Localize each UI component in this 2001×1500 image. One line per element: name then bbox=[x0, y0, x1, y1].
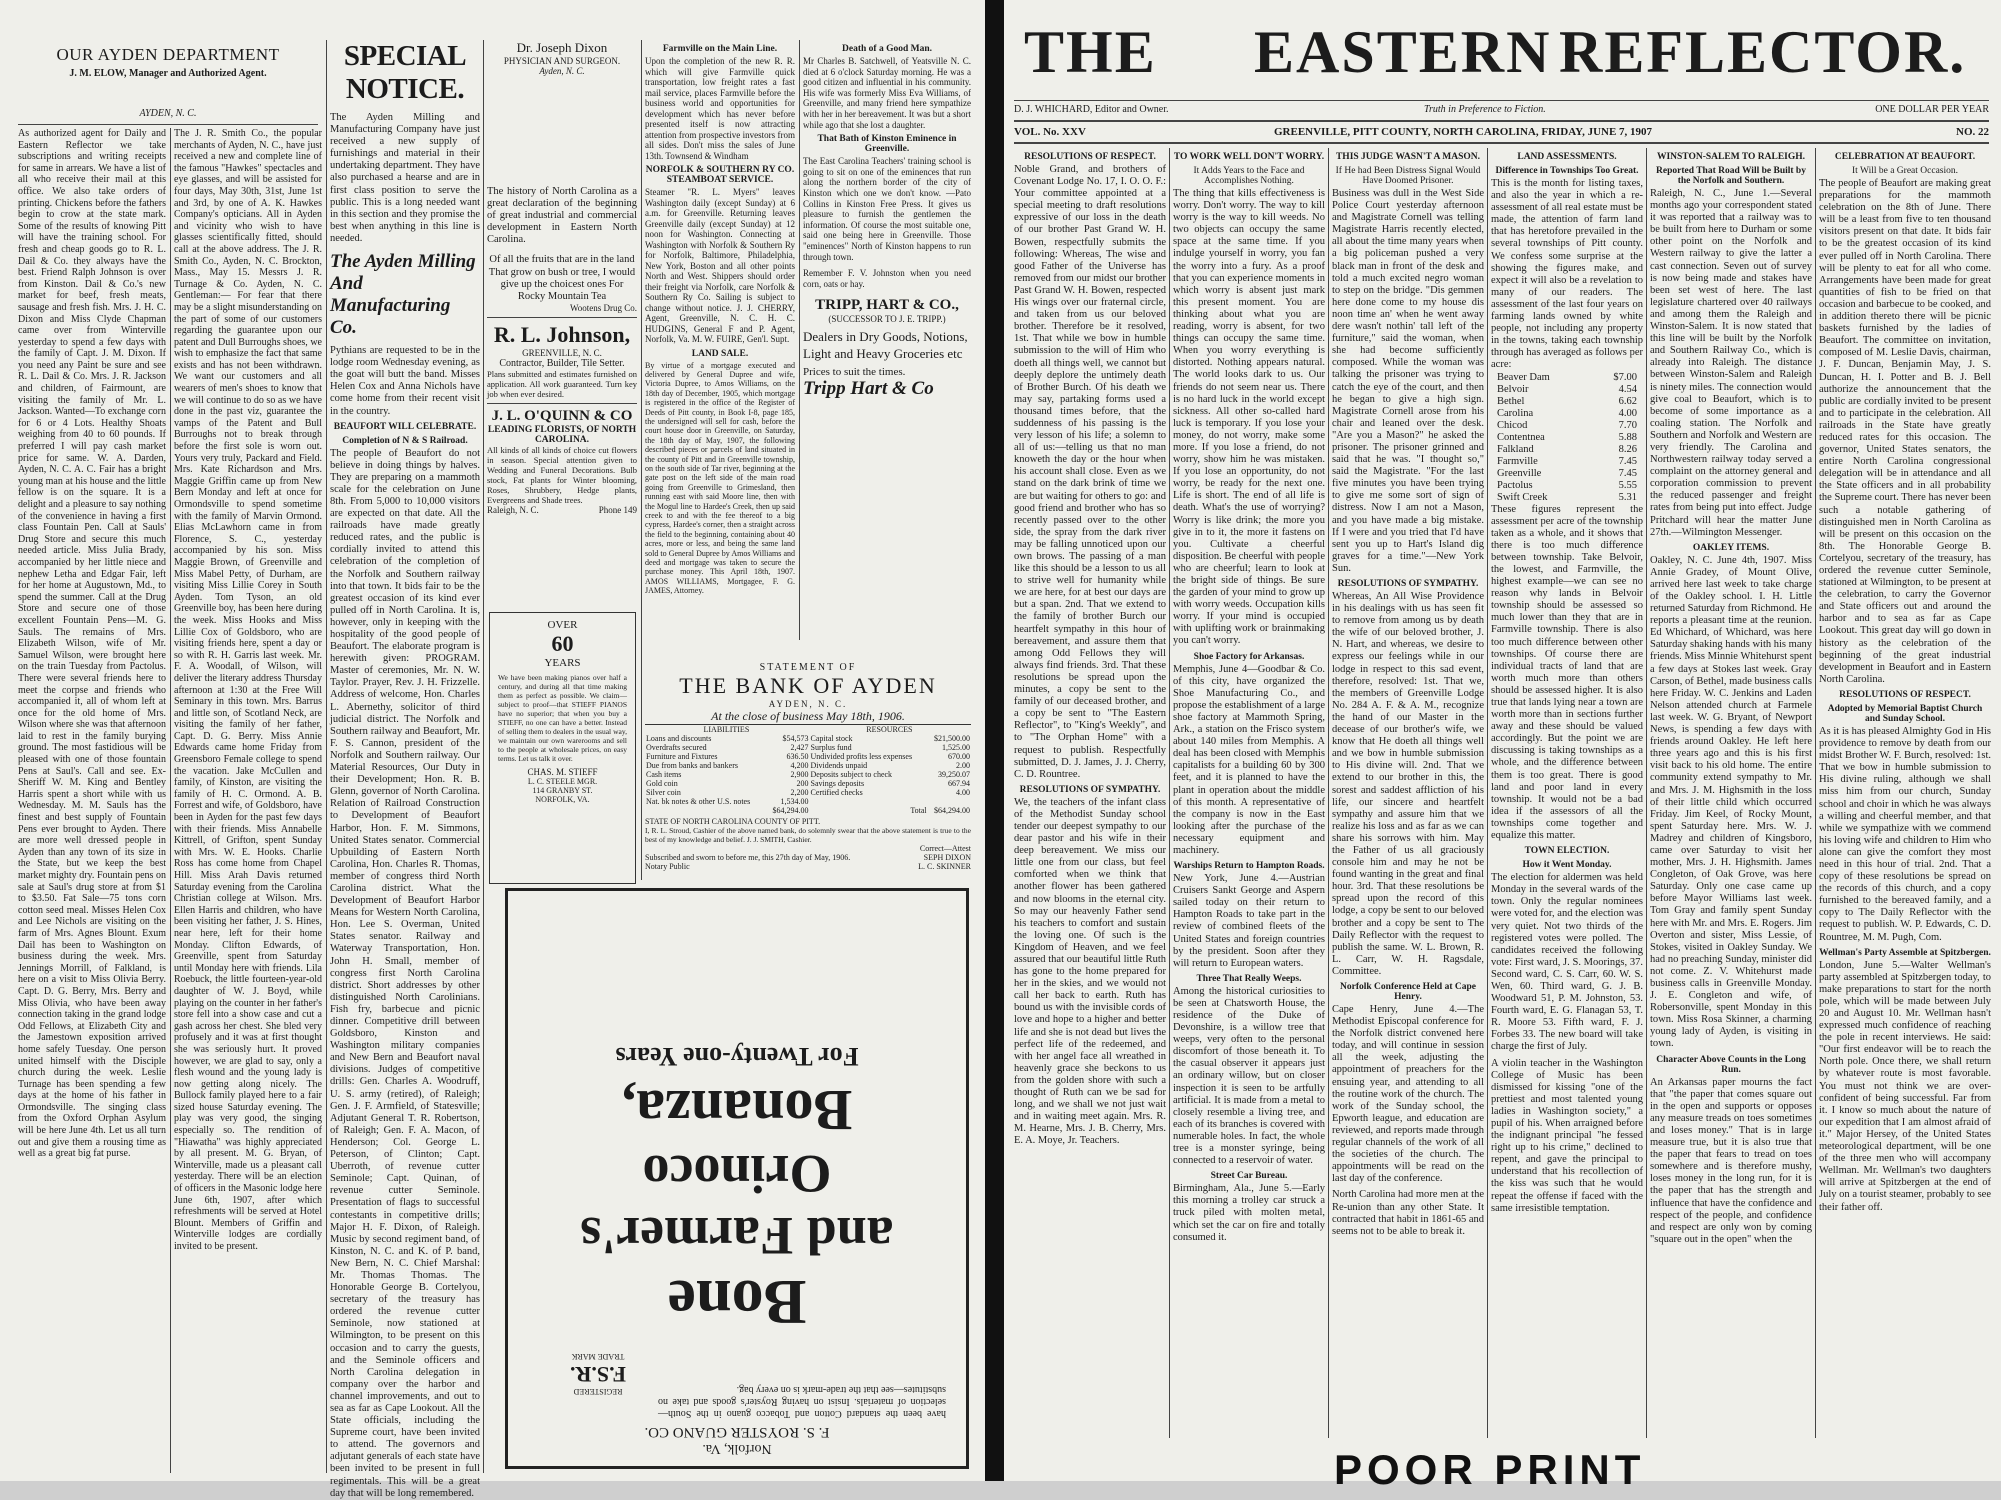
ayden-manager: J. M. ELOW, Manager and Authorized Agent. bbox=[69, 68, 267, 79]
johnson-text: Plans submitted and estimates furnished on application. All work guaranteed. Turn key job when ever desired. bbox=[487, 368, 637, 399]
tripp-head: TRIPP, HART & CO., bbox=[815, 297, 959, 314]
ayden-column-1-text: As authorized agent for Daily and Eastern Reflector we take subscriptions and writing receipts for same in arrears. We have a list of all who receive their mail at this office. We also take orders of printing. Chickens before the fathers begin to crow at the state mark. Some of the results of knowing Pitt will have the training school. For fresh and cheap goods go to R. L. Dail & Co. they always have the best. Friend Ralph Johnson is over from Kinston. Dail & Co.'s new market for beef, fresh meats, sausage and fresh fish. Mrs. J. H. C. Dixon and Miss Clyde Chapman came over from Winterville yesterday to spend a few days with the family of Capt. J. M. Dixon. If you need any Paint be sure and see R. L. Dail & Co. Mrs. J. R. Jackson and children, of Fairmount, are visiting the family of Mr. L. Jackson. Wanted—To exchange corn for 6 or 4 Lots. Healthy Shoats weighing from 40 to 60 pounds. If preferred I will pay cash market price for same. W. A. Darden, Ayden, N. C. A. C. Fair has a bright young man at his house and the little fellow is on the square. It is a delight and a pleasure to say nothing of the convenience in having a first class Fountain Pen. Call at Sauls' Drug Store and secure this much needed article. Miss Julia Brady, accompanied by her little niece and nephew Letha and Edgar Fair, left for her home at Augustown, Md., to spend the summer. Call at the Drug Store and secure one of those excellent Fountain Pens—M. G. Sauls. The remains of Mrs. Elizabeth Wilson, wife of Mr. Samuel Wilson, were brought here on the train Tuesday from Pactolus. There were several friends here to meet the corpse and friends who accompanied it, all of whom left at once for the old home of Mrs. Wilson where she was that afternoon laid to rest in the family burying ground. The most fastidious will be pleased with one of those fountain Pens at Saul's. Call and see. Ex-Sheriff W. M. King and Bentley Harris spent a short while with us Wednesday. M. M. Sauls has the finest and best supply of Fountain Pens ever brought to Ayden. There are more well dressed people in Ayden than any town of its size in the State, but we keep the best market mighty dry. Fountain pens on sale at Saul's drug store at from $1 to $3.50. Fat Sale—75 tons corn cotton seed meal. Misses Helen Cox and Lee Nichols are visiting on the farm of Mrs. Agnes Blount. Exum Dail has been to Washington on business during the week. Mrs. Jennings Morrill, of Falkland, is here on a visit to Miss Olivia Berry. Capt. D. G. Berry, Mrs. Berry and Miss Olivia, who have been away connection taking in the grand lodge Odd Fellows, at Elizabeth City and the Jamestown exposition arrived home safely Tuesday. One person united himself with the Disciple church during the week. Leslie Turnage has been spending a few days at the home of his father in Ormondsville. The singing class from the Oxford Orphan Asylum will be here June 4th. Let us all turn out and give them a rousing time as well as a great big fat purse. bbox=[18, 128, 166, 1160]
bank-notary: Notary Public bbox=[645, 862, 690, 871]
weeps-text: Among the historical curiosities to be seen at Chatsworth House, the residence of the Duke of Devonshire, is a willow tree that weeps, very often to the personal discomfort of those beneath it. To the casual observer it appears just an ordinary willow, but on closer inspection it is seen to be artfully artificial. It is made from a metal to closely resemble a living tree, and each of its branches is covered with numerable holes. In fact, the whole tree is a monster syringe, being connected to a reservoir of water. bbox=[1173, 985, 1325, 1167]
poor-print-banner bbox=[1004, 1440, 2001, 1493]
poem-sign: Wootens Drug Co. bbox=[569, 302, 637, 313]
bank-cell: Overdrafts secured bbox=[646, 743, 707, 752]
character-head: Character Above Counts in the Long Run. bbox=[1656, 1054, 1806, 1075]
township-value: $7.00 bbox=[1613, 371, 1637, 383]
bank-cell: 636.50 bbox=[786, 752, 809, 761]
bank-row bbox=[645, 761, 971, 770]
tripp-sign: Tripp Hart & Co bbox=[803, 378, 934, 400]
ayden-column-2 bbox=[174, 128, 322, 1473]
volume-number: VOL. No. XXV bbox=[1014, 126, 1086, 138]
ayden-milling-company: The Ayden Milling And Manufacturing Co. bbox=[330, 251, 476, 339]
bank-total-row bbox=[645, 806, 971, 815]
township-row bbox=[1491, 468, 1643, 480]
stieff-sign-2: L. C. STEELE MGR. bbox=[527, 777, 598, 786]
stieff-years: YEARS bbox=[544, 657, 581, 669]
oquinn-place: Raleigh, N. C. bbox=[487, 504, 539, 515]
bank-cell: Silver coin bbox=[646, 788, 681, 797]
conference-head: Norfolk Conference Held at Cape Henry. bbox=[1340, 982, 1476, 1002]
tripp-text: Dealers in Dry Goods, Notions, Light and Heavy Groceries etc bbox=[803, 329, 968, 362]
bone-ad-company-place: Norfolk, Va. bbox=[702, 1441, 772, 1456]
column-rule bbox=[170, 128, 171, 1473]
bank-oath: I, R. L. Stroud, Cashier of the above named bank, do solemnly swear that the above statement is true to the best of my knowledge and belief. J. J. SMITH, Cashier. bbox=[645, 826, 971, 844]
bank-table bbox=[645, 734, 971, 815]
column-rule bbox=[799, 40, 800, 640]
township-value: 5.31 bbox=[1618, 491, 1637, 503]
bone-ad-registered: REGISTERED bbox=[573, 1387, 623, 1396]
bank-sign-2: L. C. SKINNER bbox=[918, 862, 971, 871]
page-gutter bbox=[985, 0, 1004, 1481]
bone-ad-mark: F.S.R. bbox=[569, 1362, 627, 1387]
township-value: 5.88 bbox=[1618, 431, 1637, 443]
bank-cell bbox=[810, 797, 928, 806]
place-date: GREENVILLE, PITT COUNTY, NORTH CAROLINA, FRIDAY, JUNE 7, 1907 bbox=[1274, 126, 1653, 138]
railway-head: WINSTON-SALEM TO RALEIGH. bbox=[1656, 152, 1806, 162]
judge-sub: If He had Been Distress Signal Would Have Doomed Prisoner. bbox=[1335, 166, 1481, 186]
history-paragraph: The history of North Carolina as a great declaration of the beginning of great industrial and commercial development in Eastern North Carolina. bbox=[487, 186, 637, 246]
bank-cell: 670.00 bbox=[948, 752, 970, 761]
bank-cell: Capital stock bbox=[810, 734, 853, 743]
bank-cell: 1,534.00 bbox=[780, 797, 809, 806]
street-car-text: Birmingham, Ala., June 5.—Early this morning a trolley car struck a truck piled with molten metal, which set the car on fire and totally consumed it. bbox=[1173, 1183, 1325, 1243]
bone-ad-farmers: and Farmer's bbox=[580, 1206, 894, 1266]
township-row bbox=[1491, 432, 1643, 444]
left-page bbox=[0, 0, 985, 1499]
bank-row bbox=[645, 797, 971, 806]
township-value: 8.26 bbox=[1618, 443, 1637, 455]
township-value: 4.00 bbox=[1618, 407, 1637, 419]
masthead bbox=[1004, 18, 2001, 98]
ayden-column-2-text: The J. R. Smith Co., the popular merchants of Ayden, N. C., have just received a new and complete line of the famous "Hawkes" spectacles and eye glasses, and will be assisted for four days, May 30th, 31st, June 1st and 3rd, by one of A. K. Hawkes Company's opticians. All in Ayden and vicinity who wish to have glasses scientifically fitted, should call at the above address. The J. R. Smith Co., Ayden, N. C. Brockton, Mass., May 15. Messrs J. R. Turnage & Co. Ayden, N. C. Gentleman:— For fear that there may be a slight misunderstanding on the part of some of our customers regarding the guarantee upon our patent and Dull Burroughs shoes, we wish to emphasize the fact that same exists and has not been withdrawn. We want our customers and all wearers of men's shoes to know that we will continue to do so as we have done in the past viz, guarantee the vamps of the Patent and Bull Burroughs not to break through before the first sole is worn out. Yours very truly, Packard and Field. Mrs. Kate Richardson and Mrs. Maggie Griffin came up from New Bern Monday and left at once for Ormondsville to spend sometime with the family of Marvin Ormond. Elias McLawhorn came in from Florence, S. C., yesterday accompanied by his son. Miss Maggie Brown, of Greenville and Miss Mabel Petty, of Durham, are visiting Miss Lillie Corey in South Ayden. Tom Tyson, an old Greenville boy, has been here during the week. Miss Hooks and Miss Lillie Cox of Goldsboro, who are visiting friends here, spent a day or so with R. H. Garris last week. Mr. F. A. Woodall, of Wilson, will deliver the literary address Thursday afternoon at 1:30 at the Free Will Seminary in this town. Mrs. Barrus and little son, of Scotland Neck, are visiting the family of her father, Capt. D. G. Berry. Miss Annie Edwards came home Friday from Greensboro Female college to spend the vacation. Jake McCullen and family, of Kinston, are visiting the family of H. C. Ormond. A. B. Forrest and wife, of Goldsboro, have been in Ayden for the past few days with their friends. Miss Annabelle Kittrell, of Grifton, spent Sunday with Mrs. W. E. Hooks. Charlie Ross has come home from Chapel Hill. Miss Arah Davis returned Saturday evening from the Carolina Christian college at Wilson. Mrs. Ellen Harris and children, who have been visiting her father, J. S. Hines, near here, left for their home Monday. Clifton Edwards, of Greenville, spent from Saturday until Monday here with friends. Lila Roebuck, the little fourteen-year-old daughter of W. J. Boyd, while playing on the counter in her father's store fell into a show case and cut a gash across her chest. She bled very profusely and it was at first thought she was seriously hurt. It proved however, we are glad to say, only a flesh wound and the young lady is now getting along nicely. The Bullock family played here to a fair sized house Saturday evening. The play was very good, the singing especially so. The rendition of "Hiawatha" was highly appreciated by all present. M. G. Bryan, of Winterville, made us a pleasant call yesterday. There will be an election of officers in the Masonic lodge here June 6th, 1907, after which refreshments will be served at Hotel Blount. Members of Griffin and Winterville lodges are cordially invited to be present. bbox=[174, 128, 322, 1252]
conference-text: Cape Henry, June 4.—The Methodist Episcopal conference for the Norfolk district convened here today, and will continue in session all the week, adjusting the appointment of preachers for the ensuing year, and attending to all the routine work of the church. The work of the Sunday school, the Epworth league, and education are reviewed, and reports made through regular channels of the work of all the societies of the church. The appointments will be read on the last day of the conference. bbox=[1332, 1004, 1484, 1185]
township-name: Farmville bbox=[1497, 455, 1538, 467]
bank-total-right: $64,294.00 bbox=[934, 806, 970, 815]
weeps-head: Three That Really Weeps. bbox=[1196, 973, 1302, 984]
issue-number: NO. 22 bbox=[1956, 126, 1989, 138]
township-value: 6.62 bbox=[1618, 395, 1637, 407]
norfolk-steamboat-head: NORFOLK & SOUTHERN RY CO. STEAMBOAT SERVICE. bbox=[645, 165, 795, 185]
street-car-head: Street Car Bureau. bbox=[1210, 1171, 1288, 1182]
bone-ad-company: F. S. ROYSTER GUANO CO. bbox=[644, 1424, 830, 1440]
bank-place: AYDEN, N. C. bbox=[768, 699, 848, 709]
bank-cell bbox=[928, 797, 971, 806]
bank-cell: $21,500.00 bbox=[934, 734, 970, 743]
mason-resolutions-text: Whereas, An All Wise Providence in his dealings with us has seen fit to remove from among us by death the wife of our beloved brother, J. N. Hart, and whereas, we desire to express our feelings while in our lodge in respect to this sad event, therefore, resolved: 1st. That we, the members of Greenville Lodge No. 284 A. F. & A. M., recognize the hand of our Master in the decease of our brother's wife, we know that He doeth all things well and we bow in humble submission to His divine will. 2nd. That we extend to our brother in this, the sorest and saddest affliction of his life, our sincere and heartfelt sympathy and assure him that we realize his loss and as far as we can share his sorrows with him. May the Father of us all graciously console him and may he not be found wanting in the great and final hour. 3rd. That these resolutions be spread upon the record of this lodge, a copy be sent to our beloved brother and a copy be sent to The Daily Reflector with the request to publish the same. W. L. Brown, R. L. Carr, W. H. Ragsdale, Committee. bbox=[1332, 591, 1484, 977]
resolutions-column bbox=[1014, 148, 1166, 1438]
bone-ad-text: have been the standard Cotton and Tobacco guano in the South—selection of materials. Insist on having Royster's goods and take no substitutes—see that the trade-mark is on every bag. bbox=[658, 1384, 946, 1419]
bone-ad-bone: Bone bbox=[667, 1267, 807, 1338]
township-row bbox=[1491, 384, 1643, 396]
bank-row bbox=[645, 734, 971, 743]
bank-cell: Due from banks and bankers bbox=[646, 761, 738, 770]
bank-cell: Furniture and Fixtures bbox=[646, 752, 718, 761]
violin-teacher-text: A violin teacher in the Washington College of Music has been dismissed for kissing "one of the prettiest and most talented young ladies in Washington society," a pupil of his. When arraigned before the indignant principal "he fessed right up to his crime," declined to repent, and gave the principal to understand that his recollection of the kiss was such that he would repeat the offense if faced with the same irresistible temptation. bbox=[1491, 1057, 1643, 1214]
eminence-head: That Bath of Kinston Eminence in Greenville. bbox=[817, 134, 957, 155]
ayden-rule bbox=[18, 124, 318, 125]
steamboat-column bbox=[645, 40, 795, 660]
bank-cell: Undivided profits less expenses bbox=[810, 752, 913, 761]
stieff-text: We have been making pianos over half a century, and during all that time making them as perfect as possible. We claim—subject to proof—that STIEFF PIANOS have no superior; that when you buy a STIEFF, no one can have a better. Instead of selling them to dealers in the usual way, we maintain our own warerooms and sell to the people at wholesale prices, on easy terms. Let us talk it over. bbox=[498, 673, 627, 763]
shoe-head: Shoe Factory for Arkansas. bbox=[1193, 651, 1305, 662]
railway-sub: Reported That Road Will be Built by the Norfolk and Southern. bbox=[1656, 166, 1806, 186]
township-name: Falkland bbox=[1497, 443, 1534, 455]
land-assessment-sub: Difference in Townships Too Great. bbox=[1495, 166, 1639, 176]
ayden-department-header bbox=[18, 42, 318, 82]
township-name: Swift Creek bbox=[1497, 491, 1548, 503]
bank-cell: 1,525.00 bbox=[942, 743, 970, 752]
tripp-sub: (SUCCESSOR TO J. E. TRIPP.) bbox=[828, 314, 946, 325]
oquinn-phone: Phone 149 bbox=[598, 504, 637, 515]
bank-cell: 2,200 bbox=[790, 788, 809, 797]
bank-cell: $54,573 bbox=[782, 734, 809, 743]
bank-cell: Surplus fund bbox=[810, 743, 852, 752]
wellman-text: London, June 5.—Walter Wellman's party assembled at Spitzbergen today, to make preparations to start for the north pole, which will be made between July 20 and August 10. Mr. Wellman hasn't expressed much confidence of reaching the pole in recent interviews. He said: "Our first endeavor will be to reach the North pole. Once there, we shall return by whatever route is most favorable. You must not think we are over-confident of being successful. Far from it. I know so much about the nature of our expedition that I am almost afraid of it." Major Hersey, of the United States meteorological department, will be one of the three men who will accompany Wellman. Mr. Wellman's two daughters will arrive at Spitzbergen at the end of July on a tourist steamer, probably to see their father off. bbox=[1819, 959, 1991, 1213]
character-text: An Arkansas paper mourns the fact that "the paper that comes square out in the open and supports or opposes any measure treads on toes sometimes and loses money." That is in large measure true, but it is also true that the paper that fears to tread on toes somewhere and is therefore mushy, loses money in the long run, for it is the paper that has the strength and influence that have the confidence and respect of the people, and confidence and respect are only won by coming "square out in the open" when the bbox=[1650, 1076, 1812, 1245]
township-row bbox=[1491, 456, 1643, 468]
right-page bbox=[1004, 0, 2001, 1481]
column-rule bbox=[326, 40, 327, 1473]
township-row bbox=[1491, 444, 1643, 456]
beaufort-subheading: Completion of N & S Railroad. bbox=[342, 435, 468, 446]
farmville-text: Upon the completion of the new R. R. which will give Farmville quick transportation, low freight rates a fast mail service, places Farmville before the business world and opportunities for development which has never before presented itself is now attracting attention from prospective investors from all sides. Don't miss the sales of June 13th. Townsend & Windham bbox=[645, 56, 795, 161]
bank-state-line: STATE OF NORTH CAROLINA COUNTY OF PITT. bbox=[645, 817, 821, 826]
warships-text: New York, June 4.—Austrian Cruisers Sankt George and Aspern sailed today on their return to Hampton Roads to take part in the review of combined fleets of the United States and foreign countries by the president. Soon after they will return to European waters. bbox=[1173, 873, 1325, 969]
bone-ad-trademark: TRADE MARK bbox=[571, 1352, 625, 1361]
ayden-department-title: OUR AYDEN DEPARTMENT bbox=[56, 45, 280, 64]
bank-sign-1: SEPH DIXON bbox=[923, 853, 971, 862]
bank-cell: Certified checks bbox=[810, 788, 863, 797]
land-sale-head: LAND SALE. bbox=[691, 348, 749, 359]
dixon-place: Ayden, N. C. bbox=[539, 66, 585, 76]
column-rule bbox=[641, 40, 642, 880]
town-election-head: TOWN ELECTION. bbox=[1524, 846, 1610, 857]
bank-cell: Loans and discounts bbox=[646, 734, 712, 743]
motto-line: Truth in Preference to Fiction. bbox=[1424, 104, 1546, 115]
johnston-reminder: Remember F. V. Johnston when you need corn, oats or hay. bbox=[803, 268, 971, 289]
price-line: ONE DOLLAR PER YEAR bbox=[1875, 104, 1989, 115]
bank-cell: Savings deposits bbox=[810, 779, 865, 788]
judge-text: Business was dull in the West Side Police Court yesterday afternoon and Magistrate Cornell was telling Magistrate Harris recently elected, all about the time many years when a big policeman pushed a very black man in front of the desk and told a much excited negro woman to step on the bridge. "Dis gemmen here done come to my house dis noon time an' when he went away dere wasn't nothin' tall left of the furniture," said the woman, when she had become sufficiently composed. While the woman was talking the prisoner was trying to catch the eye of the court, and then he began to give a high sign. Magistrate Cornell arose from his chair and leaned over the desk. "Are you a Mason?" he asked the prisoner. The prisoner grinned and said that he was. "I thought so," said the Magistrate. "For the last five minutes you have been trying to give me some sort of sign of distress. Now I am not a Mason, and you have made a big mistake. If I were and you tried that I'd have sent you up to Hart's Island dig graves for a time."—New York Sun. bbox=[1332, 188, 1484, 574]
stieff-sign-1: CHAS. M. STIEFF bbox=[527, 767, 598, 777]
railway-text: Raleigh, N. C., June 1.—Several months ago your correspondent stated it was reported that a railway was to be built from here to Durham or some other point on the Norfolk and Western railway to give the latter a cast connection. Seven out of survey is now being made and stakes have been set west of here. The last legislature chartered over 40 railways and among them the Raleigh and Winston-Salem. It is now stated that this line will be built by the Norfolk and Southern Railway Co., which is already into Raleigh. The distance between Winston-Salem and Raleigh is ninety miles. The connection would give coal to Beaufort, which is to become of some importance as a coaling station. The Norfolk and Southern and Norfolk and Western are very friendly. The Carolina and Northwestern railway today served a complaint on the attorney general and corporation commission to prevent the reduced passenger and freight rates from being put into effect. Judge Pritchard will hear the matter June 27th.—Wilmington Messenger. bbox=[1650, 188, 1812, 538]
masthead-the: THE bbox=[1024, 19, 1157, 85]
land-assessment-column bbox=[1491, 148, 1643, 1438]
baptist-resolutions-sub: Adopted by Memorial Baptist Church and Sunday School. bbox=[1827, 703, 1983, 724]
worry-text: The thing that kills effectiveness is worry. Don't worry. The way to kill worry is the way to kill weeds. No two objects can occupy the same space at the same time. If you indulge yourself in worry, you fan the worry into a fury. As a proof that you can experience moments in which worry is absent just mark this present moment. You are thinking about what you are reading, worry is absent, for two things can occupy the same time. When you worry everything is distorted. Nothing appears natural. The world looks dark to us. Our friends do not seem near us. There is no hard luck in the world except sickness. All other so-called hard luck is temporary. If you lose your money, do not worry, make some more. If you lose a friend, do not worry, show him he was mistaken. If you lose an opportunity, do not worry, be ready for the next one. Life is short. The end of all life is death. What's the use of worrying? Worry is like drink; the more you give in to it, the more it fastens on you. Cultivate a cheerful disposition. Be cheerful with people who are cheerful; learn to look at the bright side of things. Be sure the garden of your mind to grow up with worry weeds. Occupation kills worry. If your mind is occupied with uplifting work or brainmaking you can't worry. bbox=[1173, 188, 1325, 647]
special-notice-column bbox=[330, 40, 480, 1499]
bank-subscribed: Subscribed and sworn to before me, this 27th day of May, 1906. bbox=[645, 853, 851, 862]
township-name: Chicod bbox=[1497, 419, 1528, 431]
oquinn-name: J. L. O'QUINN & CO bbox=[491, 407, 633, 424]
royster-guano-ad bbox=[505, 888, 969, 1469]
beaufort-text: The people of Beaufort do not believe in doing things by halves. They are preparing on a mammoth scale for the celebration on June 8th. From 5,000 to 10,000 visitors are expected on that date. All the railroads have made greatly reduced rates, and the public is cordially invited to attend this celebration of the completion of the Norfolk and Southern railway into that town. It bids fair to be the greatest occasion of its kind ever pulled off in North Carolina. It is, however, only in keeping with the hospitality of the good people of Beaufort. The elaborate program is herewith given: PROGRAM. Master of ceremonies, Mr. N. W. Taylor. Prayer, Rev. J. H. Frizzelle. Address of welcome, Hon. Charles L. Abernethy, solicitor of third judicial district. The Norfolk and Southern railway and Beaufort, Mr. F. S. Cannon, president of the Norfolk and Southern railway. Our Material Resources, Our Duty in their Development; Hon. R. B. Glenn, governor of North Carolina. Relation of Railroad Construction to Development of Beaufort Harbor, Hon. F. M. Simmons, United States senator. Commercial Upbuilding of Eastern North Carolina, Hon. Charles R. Thomas, member of congress third North Carolina district. What the Development of Beaufort Harbor Means for Western North Carolina, Hon. Lee S. Overman, United States senator. Railway and Waterway Transportation, Hon. John H. Small, member of congress first North Carolina district. Short addresses by other distinguished North Carolinians. Fish fry, barbecue and picnic dinner. Competitive drill between Goldsboro, Kinston and Washington military companies and New Bern and Beaufort naval divisions. Judges of competitive drills: Gen. Charles A. Woodruff, U. S. army (retired), of Raleigh; Gen. J. F. Armfield, of Statesville; Adjutant General T. R. Robertson, of Raleigh; Gen. F. A. Macon, of Henderson; Col. George L. Peterson, of Clinton; Capt. Uberroth, of revenue cutter Seminole; Capt. Quinan, of revenue cutter Seminole. Presentation of flags to successful contestants in competitive drills; Major H. F. Dixon, of Raleigh. Music by second regiment band, of Kinston, N. C. and K. of P. band, New Bern, N. C. Chief Marshal: Mr. Thomas Thomas. The Honorable George B. Cortelyou, secretary of the treasury has ordered the revenue cutter Seminole, now stationed at Wilmington, to be present on this occasion and to carry the guests, and the Seminole officers and North Carolina delegation in company over the harbor and channel improvements, and out to sea as far as Cape Lookout. All the State officials, including the Supreme court, have been invited to attend. The governors and adjutant generals of each state have been invited to be present in full regimentals. This will be a great day that will be long remembered. bbox=[330, 447, 480, 1499]
stieff-over: OVER bbox=[547, 619, 578, 631]
masthead-reflector: REFLECTOR. bbox=[1559, 19, 1967, 85]
bank-cell: Nat. bk notes & other U.S. notes bbox=[646, 797, 751, 806]
bank-statement-of: STATEMENT OF bbox=[759, 662, 857, 673]
bank-row bbox=[645, 752, 971, 761]
town-election-sub: How it Went Monday. bbox=[1522, 860, 1612, 871]
warships-head: Warships Return to Hampton Roads. bbox=[1173, 861, 1325, 872]
land-assessment-text: This is the month for listing taxes, and also the year in which a re-assessment of all real estate must be made, the attention of farm land that has heretofore prevailed in the several townships of Pitt county. We confess some surprise at the showing the figures make, and expect it will also be a revelation to many of our readers. The assessment of the last four years on farming lands owned by white people, not including any property in the towns, taking each township through has averaged as follows per acre: bbox=[1491, 178, 1643, 371]
bank-cell: 2,427 bbox=[790, 743, 809, 752]
bank-row bbox=[645, 779, 971, 788]
bank-cell: 4,200 bbox=[790, 761, 809, 770]
johnson-place: GREENVILLE, N. C. bbox=[522, 347, 602, 358]
pythians-text: Pythians are requested to be in the lodge room Wednesday evening, as the goat will butt the band. Misses Helen Cox and Anna Nichols have come home from their recent visit in the country. bbox=[330, 345, 480, 417]
resolutions-respect-head: RESOLUTIONS OF RESPECT. bbox=[1024, 152, 1156, 162]
township-name: Pactolus bbox=[1497, 479, 1533, 491]
bank-liabilities-head: LIABILITIES bbox=[703, 725, 750, 734]
land-assessment-head: LAND ASSESSMENTS. bbox=[1517, 152, 1617, 162]
township-name: Beaver Dam bbox=[1497, 371, 1550, 383]
death-head: Death of a Good Man. bbox=[842, 44, 932, 54]
bank-correct: Correct—Attest bbox=[919, 844, 971, 853]
bank-row bbox=[645, 770, 971, 779]
township-value: 7.45 bbox=[1618, 455, 1637, 467]
township-row bbox=[1491, 396, 1643, 408]
bank-name: THE BANK OF AYDEN bbox=[679, 673, 937, 698]
stieff-60: 60 bbox=[551, 631, 574, 656]
celebration-column bbox=[1819, 148, 1991, 1438]
baptist-resolutions-head: RESOLUTIONS OF RESPECT. bbox=[1839, 689, 1971, 700]
township-value: 7.45 bbox=[1618, 467, 1637, 479]
johnson-trade: Contractor, Builder, Tile Setter. bbox=[499, 357, 625, 369]
wellman-head: Wellman's Party Assemble at Spitzbergen. bbox=[1819, 947, 1991, 958]
bank-resources-head: RESOURCES bbox=[866, 725, 913, 734]
bank-statement bbox=[645, 662, 971, 877]
bone-ad-orinoco: Orinoco bbox=[642, 1144, 832, 1204]
poor-print-label: POOR PRINT bbox=[1334, 1446, 1646, 1493]
oakley-head: OAKLEY ITEMS. bbox=[1692, 542, 1770, 553]
town-election-text: The election for aldermen was held Monday in the several wards of the town. Only the regular nominees were voted for, and the election was very quiet. Not two thirds of the registered votes were polled. The candidates received the following vote: First ward, J. S. Moorings, 37. Second ward, C. S. Carr, 60. W. S. Wen, 60. Third ward, G. J. B. Woodward 51, P. M. Johnston, 53. Fourth ward, E. G. Flanagan 53, T. R. Moore 53. Fifth ward, F. J. Forbes 33. The new board will take charge the first of July. bbox=[1491, 872, 1643, 1053]
bone-ad-years: For Twenty-one Years bbox=[615, 1042, 859, 1071]
death-text: Mr Charles B. Satchwell, of Yeatsville N. C. died at 6 o'clock Saturday morning. He was a good citizen and influential in his community. His wife was formerly Miss Eva Williams, of Greenville, and many friend here sympathize with her in her bereavement. It was but a short while ago that she lost a daughter. bbox=[803, 56, 971, 130]
column-rule bbox=[483, 40, 484, 1473]
bank-cell: Deposits subject to check bbox=[810, 770, 893, 779]
township-row bbox=[1491, 492, 1643, 504]
bone-ad-bonanza: Bonanza, bbox=[621, 1078, 853, 1143]
celebration-sub: It Will be a Great Occasion. bbox=[1851, 166, 1958, 176]
norfolk-steamboat-text: Steamer "R. L. Myers" leaves Washington daily (except Sunday) at 6 a.m. for Greenville. Returning leaves Greenville daily (except Sunday) at 12 noon for Washington. Connecting at Washington with Norfolk & Southern Ry for Norfolk, Baltimore, Philadelphia, New York, Boston and all other points North and West. Shippers should order their freight via Norfolk, care Norfolk & Southern Ry Co. Sailing is subject to change without notice. J. J. CHERRY, Agent, Greenville, N. C. H. C. HUDGINS, General F and P. Agent, Norfolk, Va. M. W. FUIRE, Gen'l. Supt. bbox=[645, 187, 795, 344]
stieff-piano-ad bbox=[489, 612, 636, 884]
masthead-eastern: EASTERN bbox=[1254, 19, 1552, 85]
celebration-text: The people of Beaufort are making great preparations for the mammoth celebration on the 8th of June. There will be a least from five to ten thousand visitors present on that date. It bids fair to be the greatest occasion of its kind ever pulled off in North Carolina. There will be plenty to eat for all who come. Arrangements have been made for great quantities of fish to be fried on that occasion and barbecue to be cooked, and in addition thereto there will be picnic baskets furnished by the ladies of Beaufort. The committee on invitation, composed of M. Leslie Davis, chairman, J. F. Duncan, Benjamin May, J. S. Duncan, H. I. Potter and B. J. Bell authorize the announcement that the public are cordially invited to be present and to participate in the celebration. All railroads in the State have greatly reduced rates for this occasion. The governor, United States senators, the entire North Carolina congressional delegation will be in attendance and all the State officers and in all probability the Supreme court. There has never been such a notable gathering of distinguished men in North Carolina as will be present on this occasion on the 8th. The Honorable George B. Cortelyou, secretary of the treasury, has ordered the revenue cutter Seminole, stationed at Wilmington, to be present at the celebration, to carry the Governor and State officers out and around the harbor and to sea as far as Cape Lookout. This great day will go down in history as the celebration of the beginning of the great industrial development in Beaufort and in Eastern North Carolina. bbox=[1819, 178, 1991, 685]
oquinn-text: All kinds of all kinds of choice cut flowers in season. Special attention given to Wedding and Funeral Decorations. Bulb stock, Fat plants for Winter blooming, Roses, Shrubbery, Hedge plants, Evergreens and Shade trees. bbox=[487, 444, 637, 505]
farmville-head: Farmville on the Main Line. bbox=[662, 44, 778, 54]
bank-total-label: Total bbox=[910, 806, 927, 815]
dixon-sub: PHYSICIAN AND SURGEON. bbox=[503, 56, 621, 66]
railway-column bbox=[1650, 148, 1812, 1438]
editor-line: D. J. WHICHARD, Editor and Owner. bbox=[1014, 104, 1169, 115]
eminence-text: The East Carolina Teachers' training school is going to sit on one of the eminences that run along the northern border of the city of Kinston which one we don't know. —Pato Collins in Kinston Free Press. It gives us pleasure to furnish the gentlemen the information. Of course the most suitable one, said one being here in Greenville. Those "eminences" North of Kinston happens to run through town. bbox=[803, 156, 971, 262]
bank-cell: 4.00 bbox=[956, 788, 970, 797]
johnson-name: R. L. Johnson, bbox=[493, 321, 631, 347]
judge-column bbox=[1332, 148, 1484, 1438]
dixon-title: Dr. Joseph Dixon bbox=[516, 40, 608, 55]
bank-cell: 667.94 bbox=[948, 779, 970, 788]
bank-cell: Cash items bbox=[646, 770, 682, 779]
oquinn-sub: LEADING FLORISTS, OF NORTH CAROLINA. bbox=[487, 424, 637, 445]
township-value: 7.70 bbox=[1618, 419, 1637, 431]
land-sale-text: By virtue of a mortgage executed and delivered by General Dupree and wife, Victoria Dupree, to Amos Williams, on the 18th day of December, 1905, which mortgage is registered in the office of the Register of Deeds of Pitt county, in Book I-8, page 185, the undersigned will sell for cash, before the court house door in Greenville, on Saturday, the 18th day of May, 1907, the following described pieces or parcels of land situated in the county of Pitt and in Greenville township, on the south side of Tar river, beginning at the gate post on the left side of the main road going from Greenville to Grimesland, then running east with said Moore line, then with the Mogul line to Hardee's Creek, then up said creek to and with the fee thereof to a big cypress, Hardee's corner, then a straight across the field to the beginning, containing about 40 acres, more or less, and being the same land sold to General Dupree by Amos Williams and deed and mortgage was taken to secure the purchase money. This April 18th, 1907. AMOS WILLIAMS, Mortgagee, F. G. JAMES, Attorney. bbox=[645, 360, 795, 596]
ayden-dateline: AYDEN, N. C. bbox=[139, 108, 197, 119]
township-name: Belvoir bbox=[1497, 383, 1529, 395]
bank-row bbox=[645, 743, 971, 752]
bank-cell: 2,900 bbox=[790, 770, 809, 779]
special-notice-title: SPECIAL NOTICE. bbox=[343, 40, 467, 105]
worry-column bbox=[1173, 148, 1325, 1438]
resolutions-sympathy-text: We, the teachers of the infant class of the Methodist Sunday school tender our deepest sympathy to our dear pastor and his wife in their deep bereavement. We miss our little one from our class, but feel comforted when we think that another flower has been gathered and now blooms in the eternal city. So may our heavenly Father send his teachers to comfort and sustain the loving one. Of such is the Kingdom of Heaven, and we feel assured that our beautiful little Ruth has gone to the home prepared for her in the skies, and we would not call her back to earth. Ruth has bound us with the invisible cords of love and hope to a higher and better life and she is not dead but lives the perfect life of the redeemed, and with her angel face all wreathed in heavenly grace she beckons to us from the golden shore with such a thought of Ruth can we be sad for long, and we shall we not just wait and in waiting meet again. Mrs. R. M. Hearne, Mrs. J. B. Cherry, Mrs. E. A. Moye, Jr. Teachers. bbox=[1014, 796, 1166, 1147]
worry-head: TO WORK WELL DON'T WORRY. bbox=[1173, 152, 1325, 162]
bank-cell: 2.00 bbox=[956, 761, 970, 770]
worry-sub: It Adds Years to the Face and Accomplishes Nothing. bbox=[1193, 166, 1305, 186]
resolutions-respect-text: Noble Grand, and brothers of Covenant Lodge No. 17, I. O. O. F.: Your committee appointed at a special meeting to draft resolutions expressive of our loss in the death of our brother Past Grand W. H. Bowen, respectfully submits the following: Whereas, The wise and good Father of the Universe has removed from our midst our brother Past Grand W. H. Bowen, respected His wings over our fraternal circle, and taken from us our beloved brother. Therefore be it resolved, 1st. That while we bow in humble submission to the will of Him who doeth all things well, we cannot but deeply deplore the untimely death of Brother Burch. Of his death we may say, partaking forms used a thousand times before, that the suddenness of his passing is the very lesson of his life; a solemn to all of us:—telling us that no man knoweth the day or the hour when his account shall close. Even as we stand on the dark brink of time we are but waiting for others to go: and good friend and brother who has so recently passed over to the other side, the spray from the dark river may be falling unnoticed upon our own brows. The passing of a man like this should be a lesson to us all to strive well for humanity while we are here, for at best our days are but a span. 2nd. That we extend to the family of brother Burch our heartfelt sympathy in this hour of bereavement, and assure them that among Odd Fellows they will always find friends. 3rd. That these resolutions be spread upon the minutes, a copy be sent to the family of our deceased brother, and a copy be sent to "The Eastern Reflector", to "King's Weekly", and to "The Orphan Home" with a request to publish. Respectfully submitted, D. J. James, J. J. Cherry, C. D. Rountree. bbox=[1014, 164, 1166, 780]
farmville-column bbox=[803, 40, 971, 660]
land-assessment-text-2: These figures represent the assessment per acre of the township taken as a whole, and it shows that there is too much difference between township. Take Belvoir, the lowest, and Farmville, the highest example—we can see no reason why lands in Belvoir township should be assessed so much lower than they that are in Farmville township. There is also too much difference between other townships. Of course there are individual tracts of land that are worth much more than others should be assessed higher. It is also true that lands lying near a town are worth more than in sections further away and these should be valued accordingly. But the point we are discussing is taking townships as a whole, and the difference between them is too great. There is good land and poor land in every township. It would not be a bad idea if the assessors of all the townships come together and equalize this matter. bbox=[1491, 503, 1643, 842]
township-name: Contentnea bbox=[1497, 431, 1545, 443]
township-row bbox=[1491, 372, 1643, 384]
stieff-sign-3: 114 GRANBY ST. bbox=[532, 786, 593, 795]
mason-resolutions-head: RESOLUTIONS OF SYMPATHY. bbox=[1337, 579, 1479, 589]
tripp-prices: Prices to suit the times. bbox=[803, 366, 906, 379]
township-name: Carolina bbox=[1497, 407, 1534, 419]
bank-cell: 39,250.07 bbox=[938, 770, 970, 779]
oakley-text: Oakley, N. C. June 4th, 1907. Miss Annie Gradey, of Mount Olive, arrived here last week to take charge of the Oakley school. I. H. Little returned Saturday from Richmond. He reports a pleasant time at the reunion. Ed Whichard, of Whichard, was here Saturday shaking hands with his many friends. Miss Minnie Whitehurst spent a few days at Stokes last week. Gray Carson, of Bethel, made business calls here Friday. W. C. Jenkins and Laden Nelson attended church at Farmele last week. W. G. Bryant, of Newport News, is spending a few days with friends around Oakley. He left here three years ago and this is his first visit back to his old home. The entire community extend sympathy to Mr. and Mrs. J. M. Highsmith in the loss of their little child which occurred Friday. Jim Keel, of Rocky Mount, spent Saturday here. Mrs. W. J. Madrey and children of Kingsboro, came over Saturday to visit her mother, Mrs. J. H. Highsmith. James Congleton, of Oak Grove, was here Saturday. Only one case came up before Mayor Williams last week. Tom Gray and family spent Sunday here with Mr. and Mrs. E. Rogers. Jim Overton and sister, Miss Lessie, of Stokes, visited in Oakley Sunday. We had no preaching Sunday, minister did not come. Z. V. Whitehurst made business calls in Greenville Monday. J. E. Congleton and wife, of Robersonville, spent Monday in this town. Miss Rosa Skinner, a charming young lady of Ayden, is visiting in town. bbox=[1650, 554, 1812, 1050]
shoe-text: Memphis, June 4—Goodbar & Co. of this city, have organized the Shoe Manufacturing Co., and propose the establishment of a large shoe factory at Mammoth Spring, Ark., a station on the Frisco system about 140 miles from Memphis. A deal has been closed with Memphis capitalists for a building 60 by 300 feet, and it is planned to have the plant in operation about the middle of this month. A representative of the company is now in the East looking after the purchase of the necessary equipment and machinery. bbox=[1173, 663, 1325, 856]
township-name: Bethel bbox=[1497, 395, 1525, 407]
bank-row bbox=[645, 788, 971, 797]
township-name: Greenville bbox=[1497, 467, 1542, 479]
bank-date: At the close of business May 18th, 1906. bbox=[645, 709, 971, 725]
township-value: 5.55 bbox=[1618, 479, 1637, 491]
township-row bbox=[1491, 408, 1643, 420]
bank-total-left: $64,294.00 bbox=[772, 806, 809, 815]
celebration-head: CELEBRATION AT BEAUFORT. bbox=[1834, 152, 1976, 162]
stieff-sign-4: NORFOLK, VA. bbox=[535, 795, 590, 804]
resolutions-sympathy-head: RESOLUTIONS OF SYMPATHY. bbox=[1019, 784, 1161, 795]
ayden-column-1 bbox=[18, 128, 166, 1473]
township-row bbox=[1491, 480, 1643, 492]
bank-cell: 200 bbox=[796, 779, 809, 788]
township-list bbox=[1491, 372, 1643, 504]
beaufort-heading: BEAUFORT WILL CELEBRATE. bbox=[333, 421, 477, 432]
special-notice-intro: The Ayden Milling and Manufacturing Company have just received a new supply of furnishings and material in their undertaking department. They have also purchased a hearse and are in first class position to serve the public. This is a long needed want in this section and they promise the best when anything in this line is needed. bbox=[330, 112, 480, 244]
township-row bbox=[1491, 420, 1643, 432]
judge-head: THIS JUDGE WASN'T A MASON. bbox=[1335, 152, 1481, 162]
township-value: 4.54 bbox=[1618, 383, 1637, 395]
bank-cell: Dividends unpaid bbox=[810, 761, 868, 770]
north-carolina-text: North Carolina had more men at the Re-union than any other State. It contracted that habit in 1861-65 and seems not to be able to break it. bbox=[1332, 1189, 1484, 1237]
bank-cell: Gold coin bbox=[646, 779, 678, 788]
baptist-resolutions-text: As it is has pleased Almighty God in His providence to remove by death from our midst Brother W. F. Burch, resolved: 1st. That we bow in humble submission to His divine ruling, although we shall miss him from our church, Sunday school and choir in which he was always a willing and cheerful member, and that while we sympathize with we commend his loving wife and children to Him who alone can give the comfort they most need in this hour of trial. 2nd. That a copy of these resolutions be spread on the records of this church, and a copy furnished to the bereaved family, and a copy to The Daily Reflector with the request to publish. W. P. Edwards, C. D. Rountree, M. M. Pugh, Com. bbox=[1819, 725, 1991, 943]
rocky-mountain-poem: Of all the fruits that are in the land That grow on bush or tree, I would give up the choicest ones For Rocky Mountain Tea bbox=[488, 254, 636, 302]
